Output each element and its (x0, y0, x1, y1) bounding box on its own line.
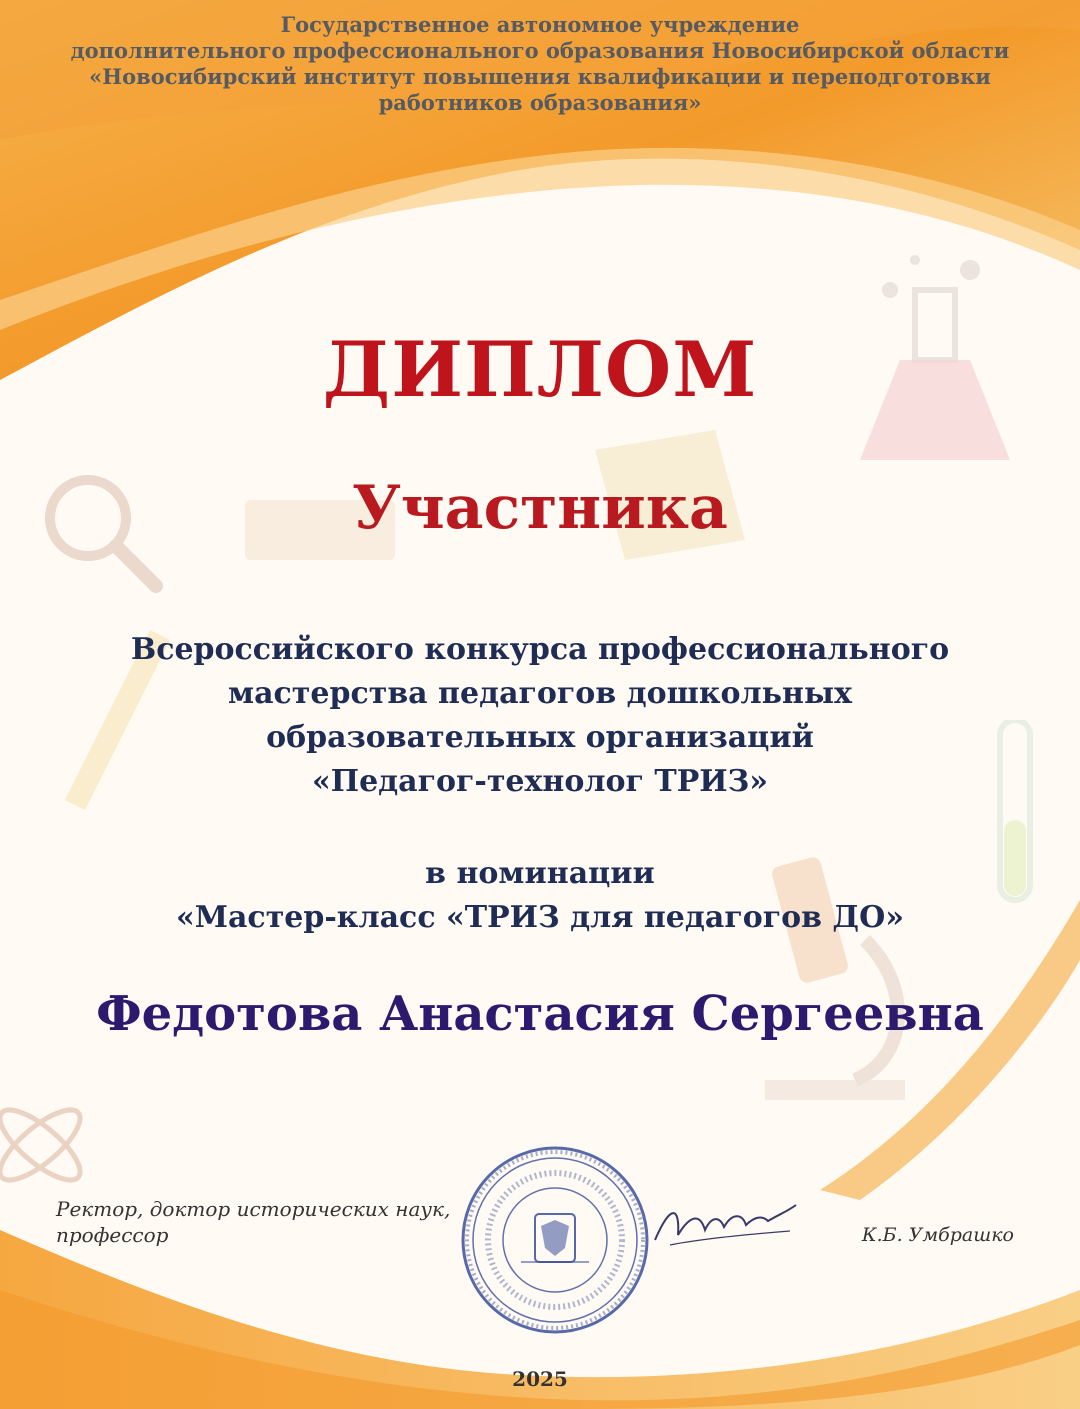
atom-icon (0, 1080, 110, 1210)
contest-line: «Педагог-технолог ТРИЗ» (312, 764, 768, 799)
contest-description (40, 628, 1040, 804)
issuer-organization (20, 12, 1060, 116)
diploma-title: ДИПЛОМ (322, 325, 758, 414)
issuer-line: «Новосибирский институт повышения квалификации и переподготовки (89, 64, 991, 89)
issuer-line: Государственное автономное учреждение (280, 12, 800, 37)
official-stamp (455, 1140, 655, 1340)
contest-line: мастерства педагогов дошкольных (228, 676, 852, 711)
nomination (40, 852, 1040, 940)
diploma-year: 2025 (512, 1367, 568, 1391)
contest-line: образовательных организаций (266, 720, 814, 755)
signatory-position-line: Ректор, доктор исторических наук, (56, 1197, 451, 1221)
diploma-subtitle: Участника (352, 473, 728, 543)
issuer-line: работников образования» (378, 90, 702, 115)
signatory-name: К.Б. Умбрашко (861, 1224, 1014, 1246)
signatory-position-line: профессор (56, 1223, 169, 1247)
nomination-name: «Мастер-класс «ТРИЗ для педагогов ДО» (176, 900, 904, 935)
nomination-label: в номинации (425, 856, 655, 891)
issuer-line: дополнительного профессионального образования Новосибирской области (70, 38, 1010, 63)
signature (650, 1195, 800, 1255)
signatory-position (56, 1196, 450, 1248)
recipient-name: Федотова Анастасия Сергеевна (96, 986, 984, 1042)
contest-line: Всероссийского конкурса профессионального (130, 632, 950, 667)
